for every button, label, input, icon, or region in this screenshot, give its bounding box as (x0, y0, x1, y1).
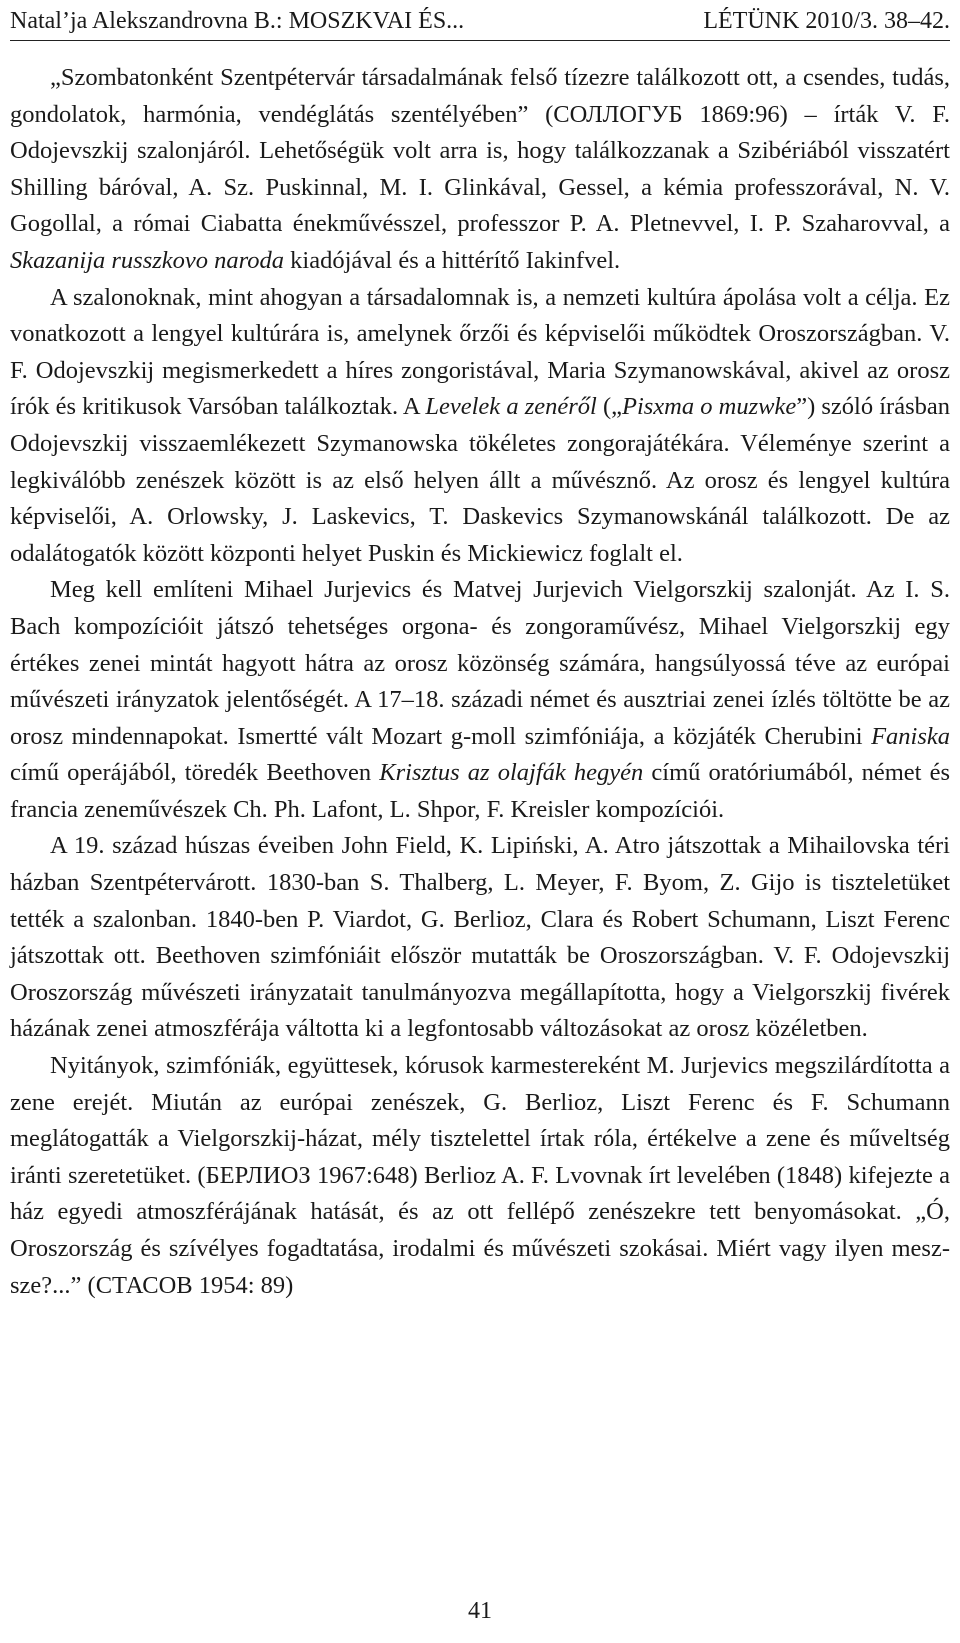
running-header (10, 6, 950, 41)
paragraph-3-text-a: Meg kell említeni Mihael Jurjevics és Matvej Jurjevich Vielgorszkij szalonját. Az I. S. Bach kompozícióit játszó tehetséges orgona- és zongoraművész, Mihael Vielgorszkij egy értékes zenei mintát hagyott hátra az orosz közönség számára, hangsúlyossá téve az európai művészeti irányzatok jelentőségét. A 17–18. századi német és ausztriai zenei ízlés töltötte be az orosz mindennapokat. Ismertté vált Mozart g-moll szimfóniája, a közjáték Cherubini (10, 576, 950, 750)
paragraph-3-italic-title-1: Faniska (871, 722, 950, 750)
paragraph-1-italic-title: Skazanija russzkovo naroda (10, 246, 285, 274)
article-body (10, 60, 950, 1304)
header-journal-ref: LÉTÜNK 2010/3. 38–42. (703, 8, 950, 34)
paragraph-1 (10, 60, 950, 280)
paragraph-4-text: A 19. század húszas éveiben John Field, K. Lipiński, A. Atro játszottak a Mihailovska téri házban Szentpétervárott. 1830-ban S. Thalberg, L. Meyer, F. Byom, Z. Gijo is tiszteletüket tették a szalonban. 1840-ben P. Viardot, G. Berlioz, Clara és Robert Schumann, Liszt Ferenc játszottak ott. Beethoven szimfóniáit először mutatták be Oroszországban. V. F. Odojevszkij Oroszország művészeti irányzatait tanulmányozva megállapította, hogy a Vielgorszkij fivérek házának zenei atmoszférája váltotta ki a legfontosabb változásokat az orosz közéletben. (10, 832, 950, 1043)
paragraph-2-italic-title-2: Pisxma o muzwke (622, 393, 797, 421)
page-number: 41 (468, 1598, 492, 1624)
paragraph-1-text-b: kiadójával és a hittérítő Iakinfvel. (284, 246, 621, 274)
paragraph-5 (10, 1048, 950, 1304)
paragraph-2-text-mid: („ (596, 393, 622, 421)
paragraph-3 (10, 572, 950, 828)
paragraph-2 (10, 280, 950, 573)
paragraph-2-text-a: A szalonoknak, mint ahogyan a társadalomnak is, a nemzeti kultúra ápolása volt a célja. Ez vonatkozott a lengyel kultúrára is, amelynek őrzői és képviselői működtek Oroszországban. V. F. Odojevszkij megismerkedett a híres zongoristával, Maria Szymanowskával, akivel az orosz írók és kritikusok Varsóban találkoztak. A (10, 283, 950, 421)
paragraph-1-text-a: „Szombatonként Szentpétervár társadalmának felső tízezre találkozott ott, a csendes, tudás, gondolatok, harmónia, vendéglátás szentélyében” (СОЛЛОГУБ 1869:96) – írták V. F. Odojevszkij szalonjáról. Lehetőségük volt arra is, hogy találkozzanak a Szibériából visszatért Shilling báróval, A. Sz. Puskinnal, M. I. Glinkával, Gessel, a kémia professzorával, N. V. Gogollal, a római Ciabatta énekművésszel, professzor P. A. Pletnevvel, I. P. Szaharovval, a (10, 64, 950, 238)
paragraph-3-text-mid: című operájából, töredék Beethoven (10, 759, 380, 787)
paragraph-3-text-b: című oratóriumából, német és francia zeneművészek Ch. Ph. Lafont, L. Shpor, F. Kreisler kompozíciói. (10, 759, 950, 823)
header-author-title: Natal’ja Alekszandrovna B.: MOSZKVAI ÉS... (10, 8, 465, 34)
paragraph-2-text-b: ”) szóló írásban Odojevszkij visszaemlékezett Szymanowska tökéletes zongorajátékára. Véleménye szerint a legkiválóbb zenészek között is az első helyen állt a művésznő. Az orosz és lengyel kultúra képviselői, A. Orlowsky, J. Laskevics, T. Daskevics Szymanowskánál találkozott. De az odalátogatók között központi helyet Puskin és Mickiewicz foglalt el. (10, 393, 950, 567)
paragraph-4 (10, 828, 950, 1048)
paragraph-2-italic-title-1: Levelek a zenéről (425, 393, 597, 421)
paragraph-3-italic-title-2: Krisztus az olajfák hegyén (379, 759, 644, 787)
paragraph-5-text: Nyitányok, szimfóniák, együttesek, kórusok karmestereként M. Jurjevics megszilárdította a zene erejét. Miután az európai zenészek, G. Berlioz, Liszt Ferenc és F. Schumann meglátogatták a Vielgorszkij-házat, mély tisztelettel írtak róla, értékelve a zene és műveltség iránti szeretetüket. (БЕРЛИОЗ 1967:648) Berlioz A. F. Lvovnak írt levelében (1848) kifejezte a ház egyedi atmoszférájának hatását, és az ott fellépő zenészekre tett benyomásokat. „Ó, Oroszország és szívélyes fogadtatása, irodalmi és művészeti szokásai. Miért vagy ilyen meszsze?...” (СТАСОВ 1954: 89) (10, 1052, 950, 1299)
